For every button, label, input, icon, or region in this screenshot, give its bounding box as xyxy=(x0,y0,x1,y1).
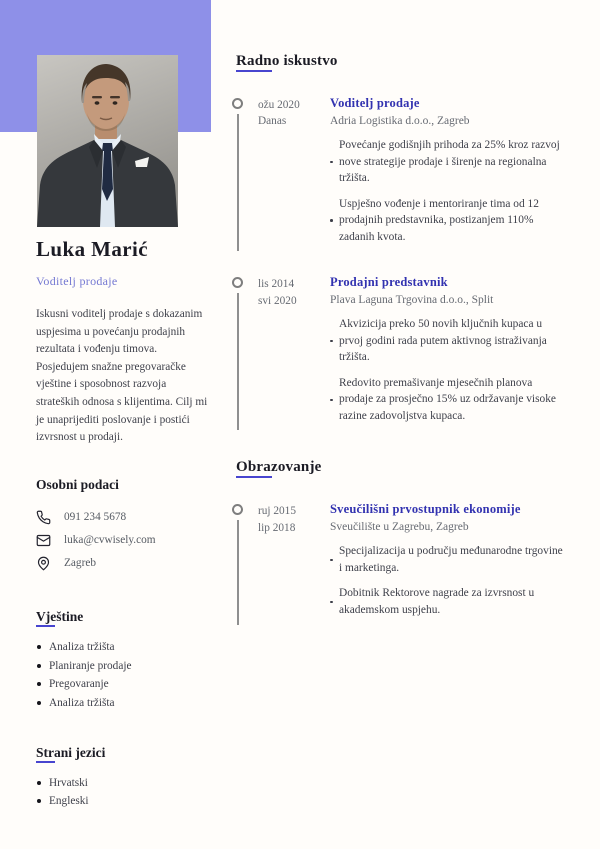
education-heading: Obrazovanje xyxy=(236,459,322,476)
entry-dates xyxy=(258,275,330,424)
contact-list xyxy=(36,510,212,571)
skill-item: Analiza tržišta xyxy=(36,696,212,711)
entry-company: Adria Logistika d.o.o., Zagreb xyxy=(330,115,470,127)
timeline-marker xyxy=(232,502,258,618)
entry-content xyxy=(330,502,568,618)
entry-dates xyxy=(258,96,330,245)
date-end: svi 2020 xyxy=(258,294,297,307)
location-icon xyxy=(36,556,51,571)
timeline-marker xyxy=(232,275,258,424)
timeline-line xyxy=(237,114,239,251)
experience-entry xyxy=(232,96,568,245)
entry-bullets xyxy=(330,137,568,245)
contact-row-location xyxy=(36,556,212,571)
entry-content xyxy=(330,96,568,245)
experience-bullet: Akvizicija preko 50 novih ključnih kupaca u prvoj godini rada putem aktivnog istraživanja tržišta. xyxy=(330,316,568,366)
skill-item: Pregovaranje xyxy=(36,677,212,692)
profile-summary: Iskusni voditelj prodaje s dokazanim uspjesima u povećanju prodajnih rezultata i vođenju timova. Posjedujem snažne pregovaračke vještine i sposobnost razvoja strateških odnosa s klijentima. Cilj mi je unaprijediti poslovanje i postići izvrsnost u prodaji. xyxy=(36,308,208,444)
left-sidebar xyxy=(36,237,212,813)
entry-dates xyxy=(258,502,330,618)
skill-item: Planiranje prodaje xyxy=(36,659,212,674)
timeline-circle-icon xyxy=(232,98,243,109)
experience-heading: Radno iskustvo xyxy=(236,53,338,69)
skill-item: Analiza tržišta xyxy=(36,640,212,655)
entry-bullets xyxy=(330,543,568,618)
entry-title: Voditelj prodaje xyxy=(330,96,420,110)
timeline-marker xyxy=(232,96,258,245)
entry-school: Sveučilište u Zagrebu, Zagreb xyxy=(330,521,469,534)
language-item: Hrvatski xyxy=(36,776,212,791)
entry-title: Sveučilišni prvostupnik ekonomije xyxy=(330,502,521,517)
candidate-name: Luka Marić xyxy=(36,237,148,261)
mail-icon xyxy=(36,533,51,548)
education-bullet: Dobitnik Rektorove nagrade za izvrsnost u akademskom uspjehu. xyxy=(330,585,568,618)
date-end: Danas xyxy=(258,115,287,128)
skills-list xyxy=(36,640,212,711)
experience-entry xyxy=(232,275,568,424)
phone-number: 091 234 5678 xyxy=(64,511,127,524)
entry-content xyxy=(330,275,568,424)
experience-bullet: Redovito premašivanje mjesečnih planova prodaje za prosječno 15% uz održavanje visoke razine zadovoljstva kupaca. xyxy=(330,375,568,425)
contact-row-phone xyxy=(36,510,212,525)
profile-photo xyxy=(37,55,178,227)
timeline-circle-icon xyxy=(232,504,243,515)
candidate-job-title: Voditelj prodaje xyxy=(36,274,118,288)
timeline-circle-icon xyxy=(232,277,243,288)
experience-bullet: Uspješno vođenje i mentoriranje tima od 12 prodajnih predstavnika, postizanjem 110% zadanih kvota. xyxy=(330,196,568,246)
contact-heading: Osobni podaci xyxy=(36,476,119,492)
phone-icon xyxy=(36,510,51,525)
date-start: ruj 2015 xyxy=(258,505,296,518)
date-end: lip 2018 xyxy=(258,521,296,534)
main-content xyxy=(232,52,568,649)
languages-heading: Strani jezici xyxy=(36,744,106,760)
entry-company: Plava Laguna Trgovina d.o.o., Split xyxy=(330,294,494,307)
timeline-line xyxy=(237,293,239,430)
portrait-illustration xyxy=(37,55,178,227)
date-start: lis 2014 xyxy=(258,278,295,291)
entry-bullets xyxy=(330,316,568,424)
skills-heading: Vještine xyxy=(36,608,84,624)
language-item: Engleski xyxy=(36,794,212,809)
email-address[interactable]: luka@cvwisely.com xyxy=(64,534,156,547)
education-bullet: Specijalizacija u području međunarodne trgovine i marketinga. xyxy=(330,543,568,576)
languages-list xyxy=(36,776,212,809)
city: Zagreb xyxy=(64,557,96,570)
entry-title: Prodajni predstavnik xyxy=(330,275,448,290)
date-start: ožu 2020 xyxy=(258,99,300,111)
education-entry xyxy=(232,502,568,618)
experience-bullet: Povećanje godišnjih prihoda za 25% kroz razvoj nove strategije prodaje i širenje na regionalna tržišta. xyxy=(330,137,568,187)
timeline-line xyxy=(237,520,239,624)
contact-row-email xyxy=(36,533,212,548)
